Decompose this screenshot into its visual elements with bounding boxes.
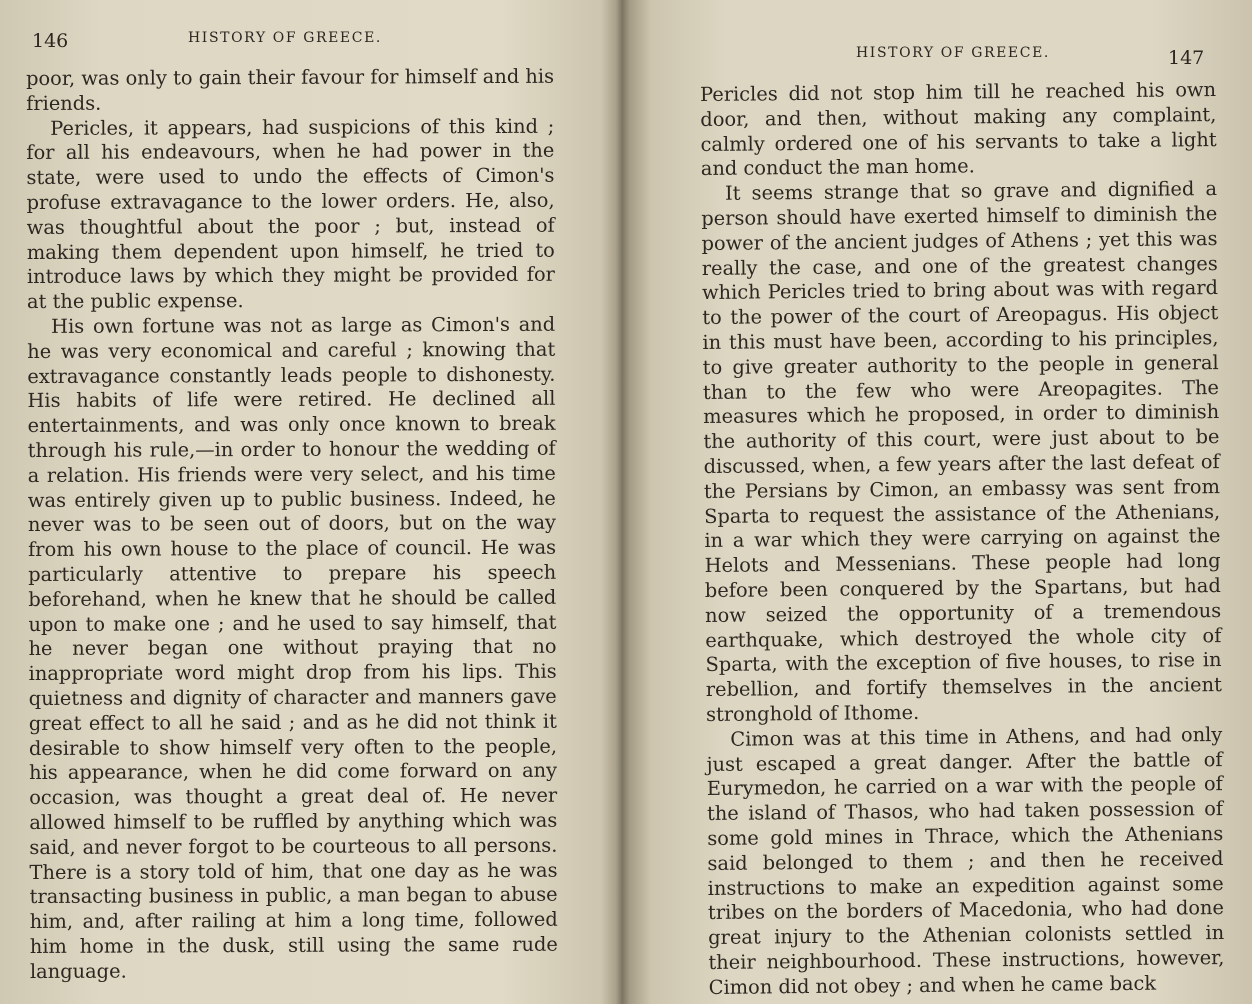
left-page: [0, 0, 612, 1004]
paragraph: Pericles did not stop him till he reached his own door, and then, without making any complaint, calmly ordered one of his servants to take a light and conduct the man home.: [700, 78, 1217, 181]
right-page-text: [700, 78, 1225, 1000]
right-page: [628, 0, 1252, 1004]
paragraph: Cimon was at this time in Athens, and had only just escaped a great danger. After the battle of Eurymedon, he carried on a war with the people of the island of Thasos, who had taken possession of some gold mines in Thrace, which the Athenians said belonged to them ; and then he received instructions to make an expedition against some tribes on the borders of Macedonia, who had done great injury to the Athenian colonists settled in their neighbourhood. These instructions, however, Cimon did not obey ; and when he came back: [706, 722, 1225, 999]
page-number-left: 146: [32, 30, 69, 52]
running-head-right: HISTORY OF GREECE.: [856, 45, 1050, 61]
paragraph: His own fortune was not as large as Cimon's and he was very economical and careful ; knowing that extravagance constantly leads people to dishonesty. His habits of life were retired. He declined all entertainments, and was only once known to break through his rule,—in order to honour the wedding of a relation. His friends were very select, and his time was entirely given up to public business. Indeed, he never was to be seen out of doors, but on the way from his own house to the place of council. He was particularly attentive to prepare his speech beforehand, when he knew that he should be called upon to make one ; and he used to say himself, that he never began one without praying that no inappropriate word might drop from his lips. This quietness and dignity of character and manners gave great effect to all he said ; and as he did not think it desirable to show himself very often to the people, his appearance, when he did come forward on any occasion, was thought a great deal of. He never allowed himself to be ruffled by anything which was said, and never forgot to be courteous to all persons. There is a story told of him, that one day as he was transacting business in public, a man began to abuse him, and, after railing at him a long time, followed him home in the dusk, still using the same rude language.: [27, 312, 558, 983]
left-page-text: [26, 65, 558, 985]
page-number-right: 147: [1168, 47, 1205, 69]
paragraph: It seems strange that so grave and dignified a person should have exerted himself to diminish the power of the ancient judges of Athens ; yet this was really the case, and one of the greatest changes which Pericles tried to bring about was with regard to the power of the court of Areopagus. His object in this must have been, according to his principles, to give greater authority to the people in general than to the few who were Areopagites. The measures which he proposed, in order to diminish the authority of this court, were just about to be discussed, when, a few years after the last defeat of the Persians by Cimon, an embassy was sent from Sparta to request the assistance of the Athenians, in a war which they were carrying on against the Helots and Messenians. These people had long before been conquered by the Spartans, but had now seized the opportunity of a tremendous earthquake, which destroyed the whole city of Sparta, with the exception of five houses, to rise in rebellion, and fortify themselves in the ancient stronghold of Ithome.: [701, 177, 1222, 726]
running-head-left: HISTORY OF GREECE.: [188, 30, 382, 46]
paragraph: poor, was only to gain their favour for himself and his friends.: [26, 64, 555, 115]
paragraph: Pericles, it appears, had suspicions of this kind ; for all his endeavours, when he had power in the state, were used to undo the effects of Cimon's profuse extravagance to the lower orders. He, also, was thoughtful about the poor ; but, instead of making them dependent upon himself, he tried to introduce laws by which they might be provided for at the public expense.: [26, 114, 555, 314]
